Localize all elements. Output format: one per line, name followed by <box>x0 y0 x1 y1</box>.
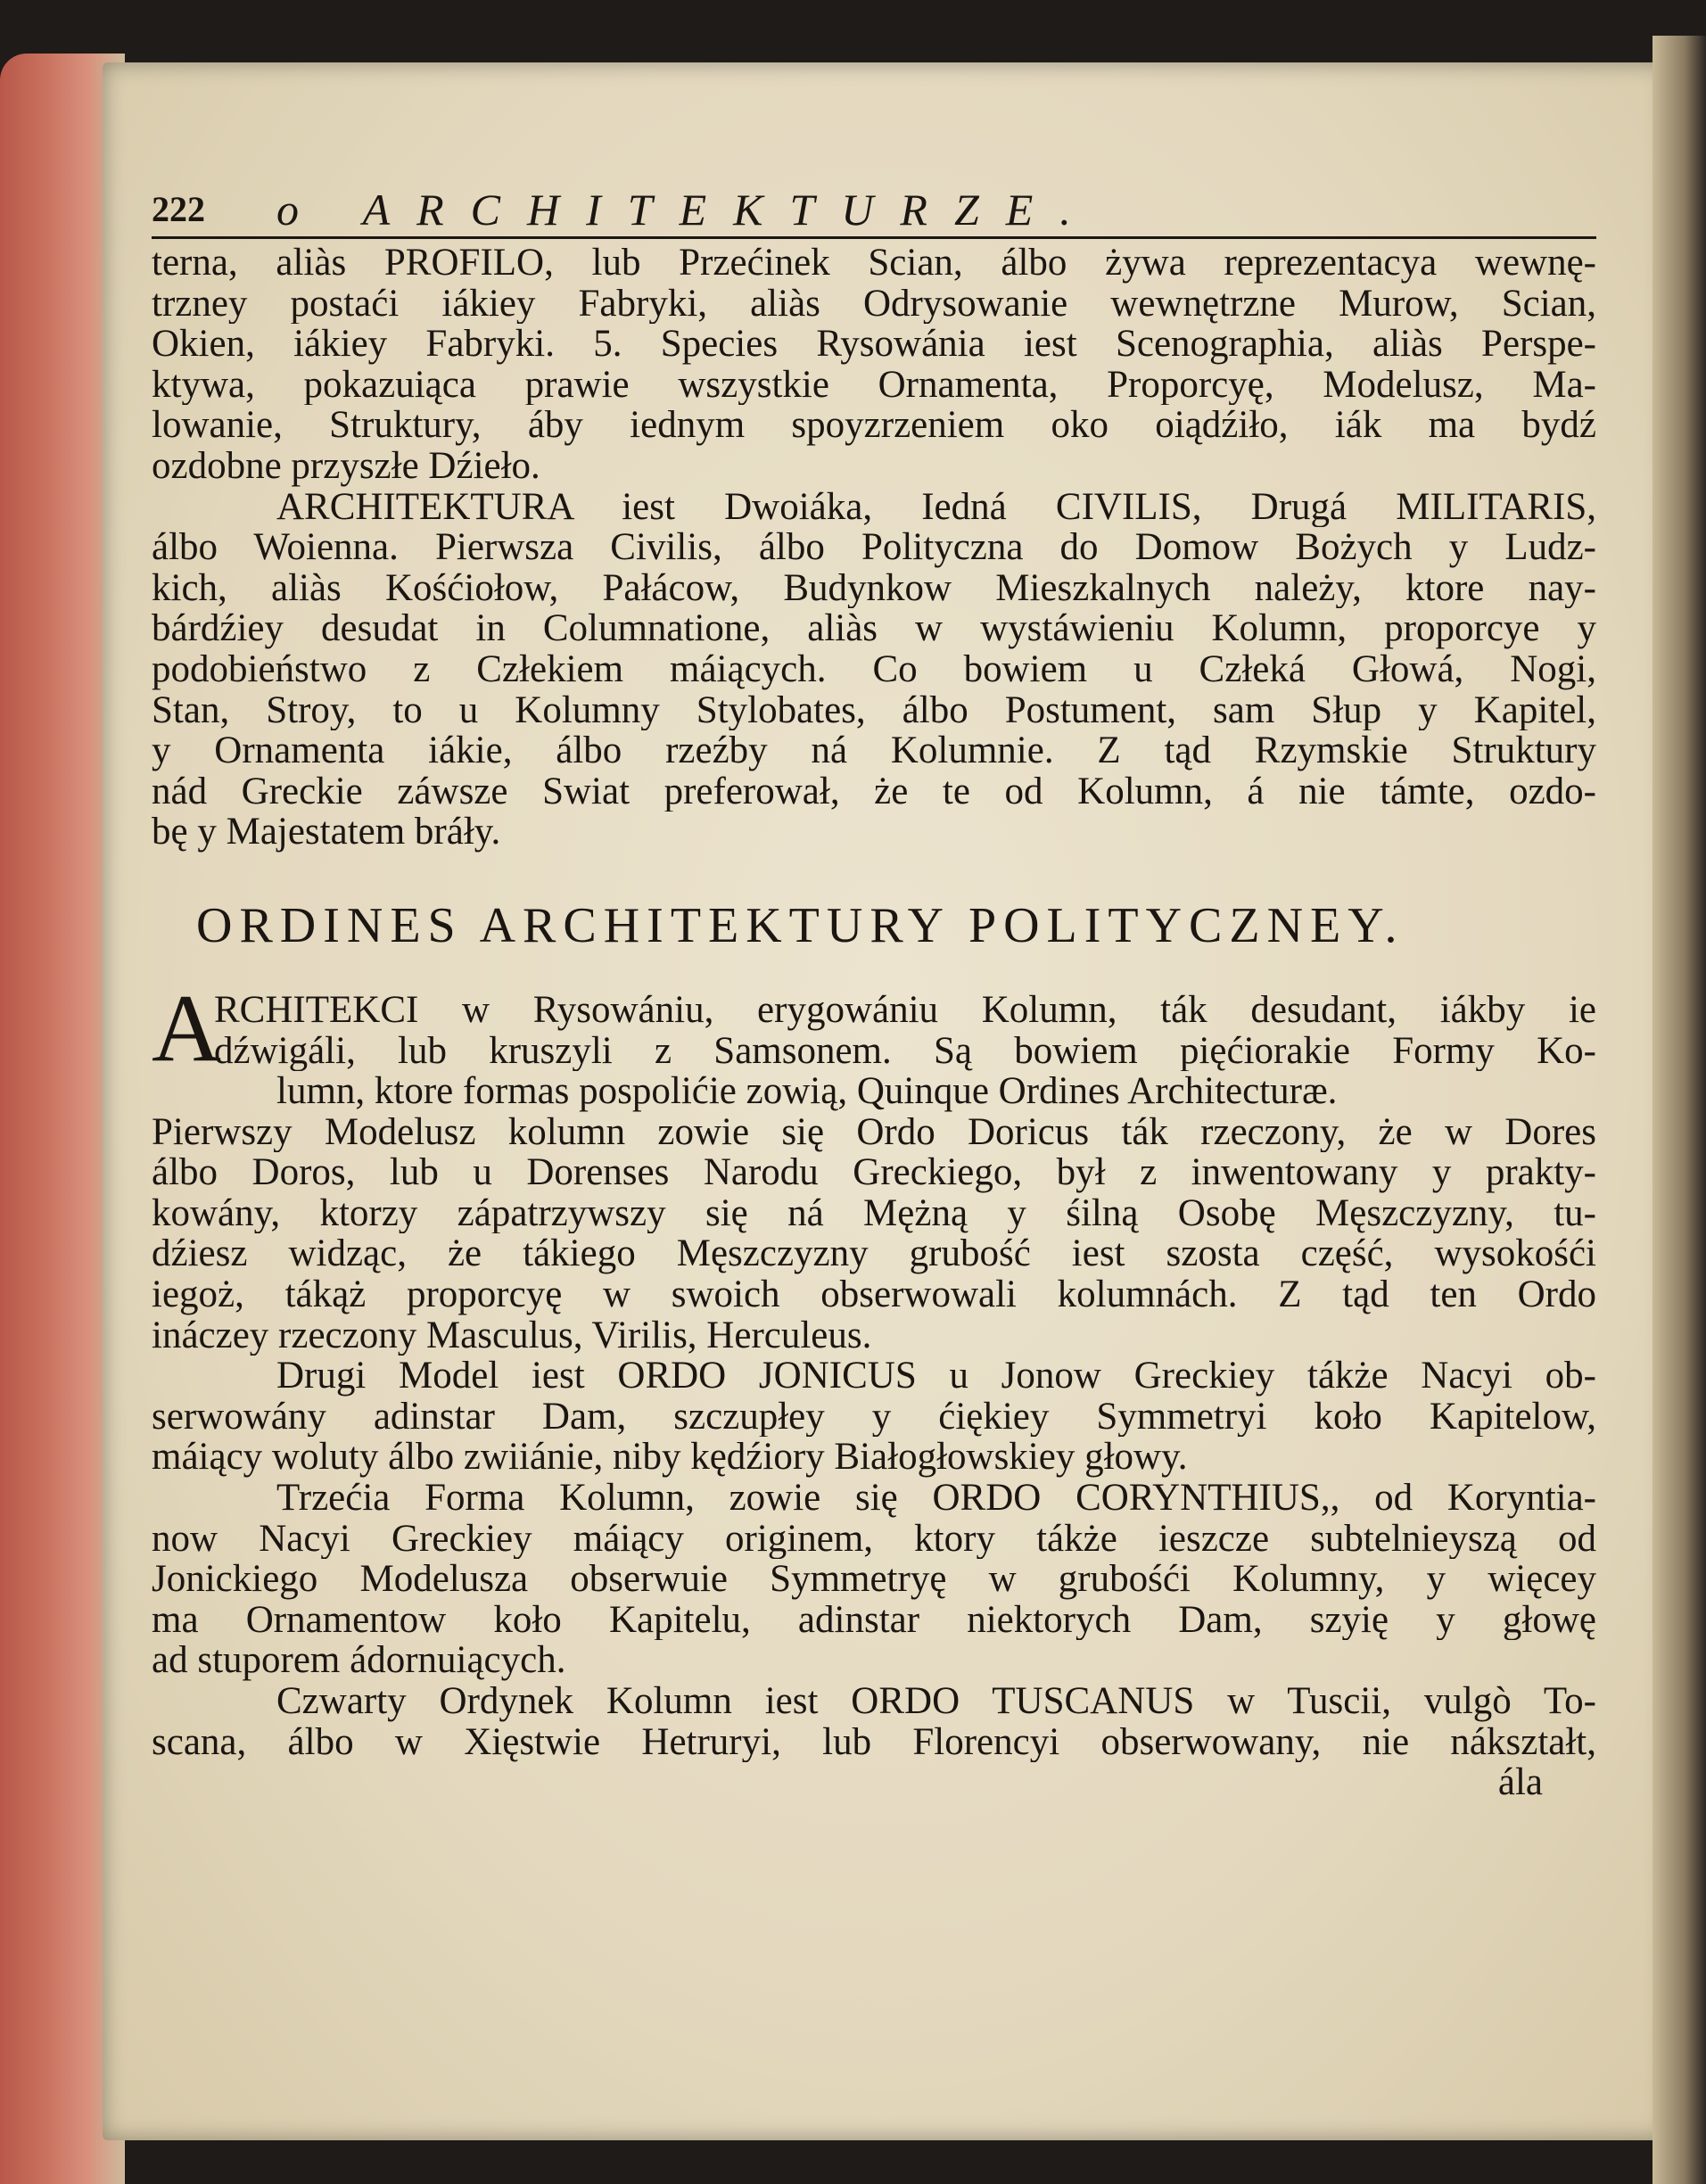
text-line: bę y Majestatem bráły. <box>152 812 501 853</box>
text-line: serwowány adinstar Dam, szczupłey y ćiękiey Symmetryi koło Kapitelow, <box>152 1396 1596 1438</box>
text-line: Czwarty Ordynek Kolumn iest ORDO TUSCANUS w Tuscii, vulgò To- <box>276 1681 1596 1722</box>
text-line: Drugi Model iest ORDO JONICUS u Jonow Greckiey tákże Nacyi ob- <box>276 1356 1596 1397</box>
text-line: RCHITEKCI w Rysowániu, erygowániu Kolumn, ták desudant, iákby ie <box>214 989 1596 1031</box>
text-line: trzney postaći iákiey Fabryki, aliàs Odrysowanie wewnętrzne Murow, Scian, <box>152 283 1596 325</box>
text-line: ozdobne przyszłe Dźieło. <box>152 445 540 487</box>
paragraph-architektura <box>152 487 1596 853</box>
text-line: ARCHITEKTURA iest Dwoiáka, Iedná CIVILIS, Drugá MILITARIS, <box>276 486 1596 528</box>
text-line: kowány, ktorzy zápatrzywszy się ná Mężną y śilną Osobę Męszczyzny, tu- <box>152 1192 1596 1234</box>
catchword: ála <box>1497 1761 1543 1804</box>
text-line: podobieństwo z Człekiem máiących. Co bowiem u Człeká Głowá, Nogi, <box>152 648 1596 690</box>
text-line: máiący woluty álbo zwiiánie, niby kędźiory Białogłowskiey głowy. <box>152 1437 1188 1479</box>
page-number: 222 <box>152 189 205 229</box>
text-line: terna, aliàs PROFILO, lub Przećinek Scian, álbo żywa reprezentacya wewnę- <box>152 243 1596 284</box>
text-line: lowanie, Struktury, áby iednym spoyzrzeniem oko oiądźiło, iák ma bydź <box>152 405 1596 446</box>
text-line: bárdźiey desudat in Columnatione, aliàs w wystáwieniu Kolumn, proporcye y <box>152 608 1596 649</box>
text-line: y Ornamenta iákie, álbo rzeźby ná Kolumnie. Z tąd Rzymskie Struktury <box>152 730 1596 771</box>
text-line: dźiesz widząc, że tákiego Męszczyzny grubość iest szosta część, wysokośći <box>152 1233 1596 1275</box>
book-gutter <box>1652 36 1706 2184</box>
text-line: Stan, Stroy, to u Kolumny Stylobates, álbo Postument, sam Słup y Kapitel, <box>152 689 1596 731</box>
text-line: dźwigáli, lub kruszyli z Samsonem. Są bowiem pięćiorakie Formy Ko- <box>214 1030 1596 1072</box>
text-line: ma Ornamentow koło Kapitelu, adinstar niektorych Dam, szyię y głowę <box>152 1599 1596 1641</box>
text-line: scana, álbo w Xięstwie Hetruryi, lub Florencyi obserwowany, nie nákształt, <box>152 1721 1596 1763</box>
paragraph-corynthius <box>152 1478 1596 1681</box>
text-line: álbo Doros, lub u Dorenses Narodu Greckiego, był z inwentowany y prakty- <box>152 1152 1596 1193</box>
text-line: now Nacyi Greckiey máiący originem, ktory tákże ieszcze subtelnieyszą od <box>152 1518 1596 1560</box>
running-head <box>152 183 1596 239</box>
text-line: Trzećia Forma Kolumn, zowie się ORDO CORYNTHIUS,, od Koryntia- <box>276 1478 1596 1519</box>
text-line: ad stuporem ádornuiących. <box>152 1640 566 1681</box>
drop-cap: A <box>152 975 221 1082</box>
running-title: o ARCHITEKTURZE. <box>276 185 1098 235</box>
text-line: Pierwszy Modelusz kolumn zowie się Ordo Doricus ták rzeczony, że w Dores <box>152 1111 1596 1153</box>
text-line: nád Greckie záwsze Swiat preferował, że te od Kolumn, á nie támte, ozdo- <box>152 771 1596 812</box>
text-line: ktywa, pokazuiąca prawie wszystkie Ornamenta, Proporcyę, Modelusz, Ma- <box>152 364 1596 406</box>
section-title: ORDINES ARCHITEKTURY POLITYCZNEY. <box>196 897 1405 953</box>
text-line: lumn, ktore formas pospolićie zowią, Quinque Ordines Architecturæ. <box>276 1071 1338 1112</box>
text-line: kich, aliàs Kośćiołow, Pałácow, Budynkow Mieszkalnych należy, ktore nay- <box>152 567 1596 609</box>
text-line: Jonickiego Modelusza obserwuie Symmetryę w grubośći Kolumny, y więcey <box>152 1559 1596 1600</box>
paragraph-profilo <box>152 243 1596 487</box>
page-content <box>152 183 1596 1803</box>
paragraph-architekci <box>152 975 1596 1112</box>
text-line: iegoż, tákąż proporcyę w swoich obserwowali kolumnách. Z tąd ten Ordo <box>152 1274 1596 1315</box>
text-line: Okien, iákiey Fabryki. 5. Species Rysowánia iest Scenographia, aliàs Perspe- <box>152 324 1596 365</box>
text-line: álbo Woienna. Pierwsza Civilis, álbo Polityczna do Domow Bożych y Ludz- <box>152 527 1596 568</box>
paragraph-jonicus <box>152 1356 1596 1478</box>
text-line: ináczey rzeczony Masculus, Virilis, Herculeus. <box>152 1315 872 1356</box>
paragraph-tuscanus <box>152 1681 1596 1762</box>
paragraph-doricus <box>152 1112 1596 1356</box>
